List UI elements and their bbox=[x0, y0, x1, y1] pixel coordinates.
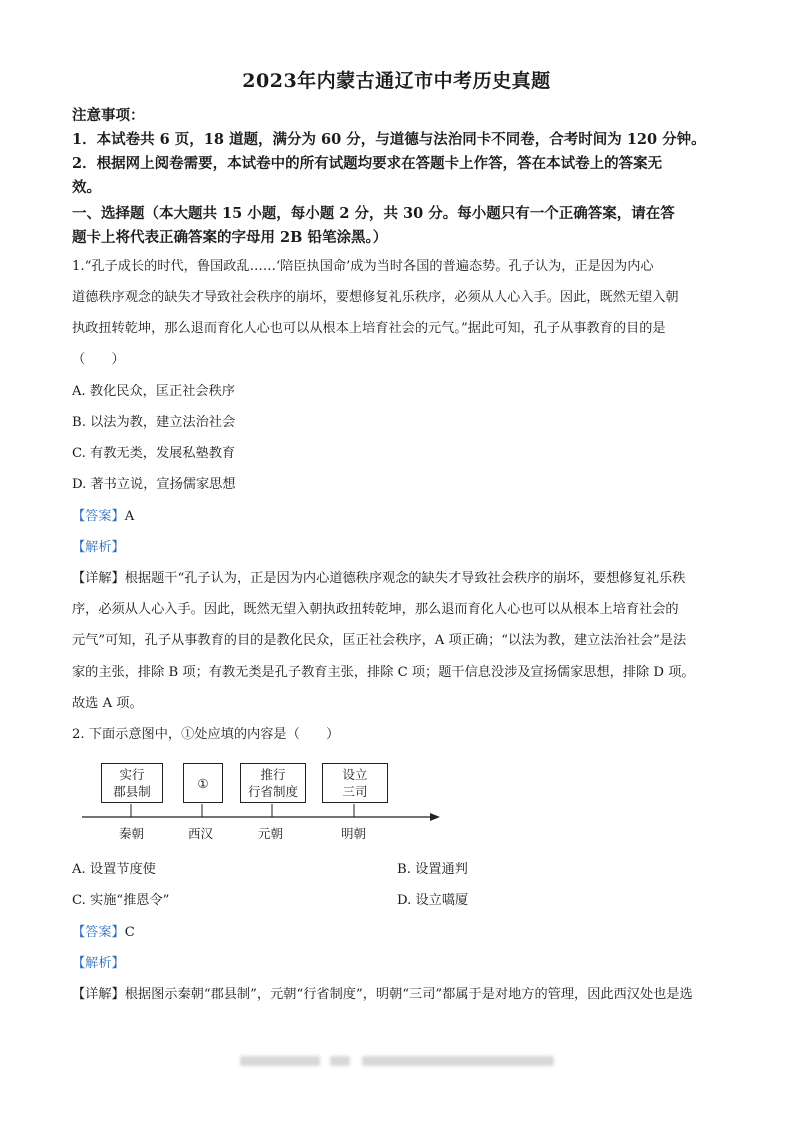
box-text: 三司 bbox=[342, 784, 368, 799]
q1-stem-line: 道德秩序观念的缺失才导致社会秩序的崩坏，要想修复礼乐秩序，必须从人心入手。因此，既然无望入朝 bbox=[72, 290, 679, 305]
q1-analysis-tag: 【解析】 bbox=[72, 540, 125, 555]
box-text: 行省制度 bbox=[247, 784, 298, 799]
q1-detail-line: 元气”可知，孔子从事教育的目的是教化民众，匡正社会秩序，A 项正确；“以法为教，建立法治社会”是法 bbox=[72, 633, 687, 648]
q2-answer-value: C bbox=[124, 925, 135, 940]
era-label-xihan: 西汉 bbox=[188, 826, 214, 841]
q1-option-b: B. 以法为教，建立法治社会 bbox=[72, 415, 236, 430]
page-title: 2023年内蒙古通辽市中考历史真题 bbox=[242, 70, 551, 92]
q1-detail-line: 序，必须从人心入手。因此，既然无望入朝执政扭转乾坤，那么退而育化人心也可以从根本上培育社会的 bbox=[72, 602, 679, 617]
q2-option-b: B. 设置通判 bbox=[397, 862, 468, 877]
q2-analysis-tag: 【解析】 bbox=[72, 956, 125, 971]
footer-watermark bbox=[362, 1056, 554, 1066]
q1-stem-line: （ ） bbox=[72, 352, 125, 367]
q1-answer bbox=[72, 507, 134, 527]
section-heading-line-2: 题卡上将代表正确答案的字母用 2B 铅笔涂黑。） bbox=[72, 229, 388, 246]
era-label-qin: 秦朝 bbox=[119, 826, 145, 841]
footer-watermark bbox=[240, 1056, 320, 1066]
q2-timeline-diagram bbox=[78, 760, 448, 850]
notice-item-2-line-1: 2．根据网上阅卷需要，本试卷中的所有试题均要求在答题卡上作答，答在本试卷上的答案无 bbox=[72, 155, 663, 172]
notice-heading: 注意事项： bbox=[72, 107, 145, 124]
era-label-yuan: 元朝 bbox=[258, 826, 284, 841]
q2-option-c: C. 实施“推恩令” bbox=[72, 893, 170, 908]
q2-detail-line bbox=[72, 985, 693, 1005]
q1-detail-line bbox=[72, 569, 685, 589]
q2-option-d: D. 设立嚆厦 bbox=[397, 893, 469, 908]
box-text: ① bbox=[197, 775, 209, 791]
q2-stem: 2. 下面示意图中，①处应填的内容是（ ） bbox=[72, 727, 340, 742]
box-text: 设立 bbox=[342, 767, 368, 782]
q2-detail-tag: 【详解】 bbox=[72, 987, 125, 1002]
q1-detail-line: 家的主张，排除 B 项；有教无类是孔子教育主张，排除 C 项；题干信息没涉及宣扬儒家思想，排除 D 项。 bbox=[72, 665, 695, 680]
q1-detail-text: 根据题干“孔子认为，正是因为内心道德秩序观念的缺失才导致社会秩序的崩坏，要想修复礼乐秩 bbox=[124, 571, 686, 586]
q1-detail-tag: 【详解】 bbox=[72, 571, 125, 586]
box-text: 郡县制 bbox=[113, 784, 151, 799]
section-heading-line-1: 一、选择题（本大题共 15 小题，每小题 2 分，共 30 分。每小题只有一个正确答案，请在答 bbox=[72, 205, 675, 222]
footer-watermark bbox=[330, 1056, 350, 1066]
q1-option-c: C. 有教无类，发展私塾教育 bbox=[72, 446, 236, 461]
q1-stem-line: 执政扭转乾坤，那么退而育化人心也可以从根本上培育社会的元气。”据此可知，孔子从事教育的目的是 bbox=[72, 321, 666, 336]
q1-option-d: D. 著书立说，宣扬儒家思想 bbox=[72, 477, 236, 492]
q2-answer bbox=[72, 923, 135, 943]
era-label-ming: 明朝 bbox=[341, 826, 367, 841]
box-text: 推行 bbox=[260, 767, 286, 782]
q2-detail-text: 根据图示秦朝“郡县制”，元朝“行省制度”，明朝“三司”都属于是对地方的管理，因此西汉处也是选 bbox=[124, 987, 693, 1002]
q1-answer-value: A bbox=[124, 509, 135, 524]
q2-answer-tag: 【答案】 bbox=[72, 925, 125, 940]
q1-option-a: A. 教化民众，匡正社会秩序 bbox=[72, 384, 235, 399]
q1-stem-line: 1.“孔子成长的时代，鲁国政乱……‘陪臣执国命’成为当时各国的普遍态势。孔子认为，正是因为内心 bbox=[72, 259, 654, 274]
q1-answer-tag: 【答案】 bbox=[72, 509, 125, 524]
notice-item-1: 1．本试卷共 6 页，18 道题，满分为 60 分，与道德与法治同卡不同卷，合考时间为 120 分钟。 bbox=[72, 131, 706, 148]
q2-option-a: A. 设置节度使 bbox=[72, 862, 156, 877]
q1-detail-line: 故选 A 项。 bbox=[72, 696, 143, 711]
box-text: 实行 bbox=[119, 767, 145, 782]
notice-item-2-line-2: 效。 bbox=[72, 179, 101, 196]
